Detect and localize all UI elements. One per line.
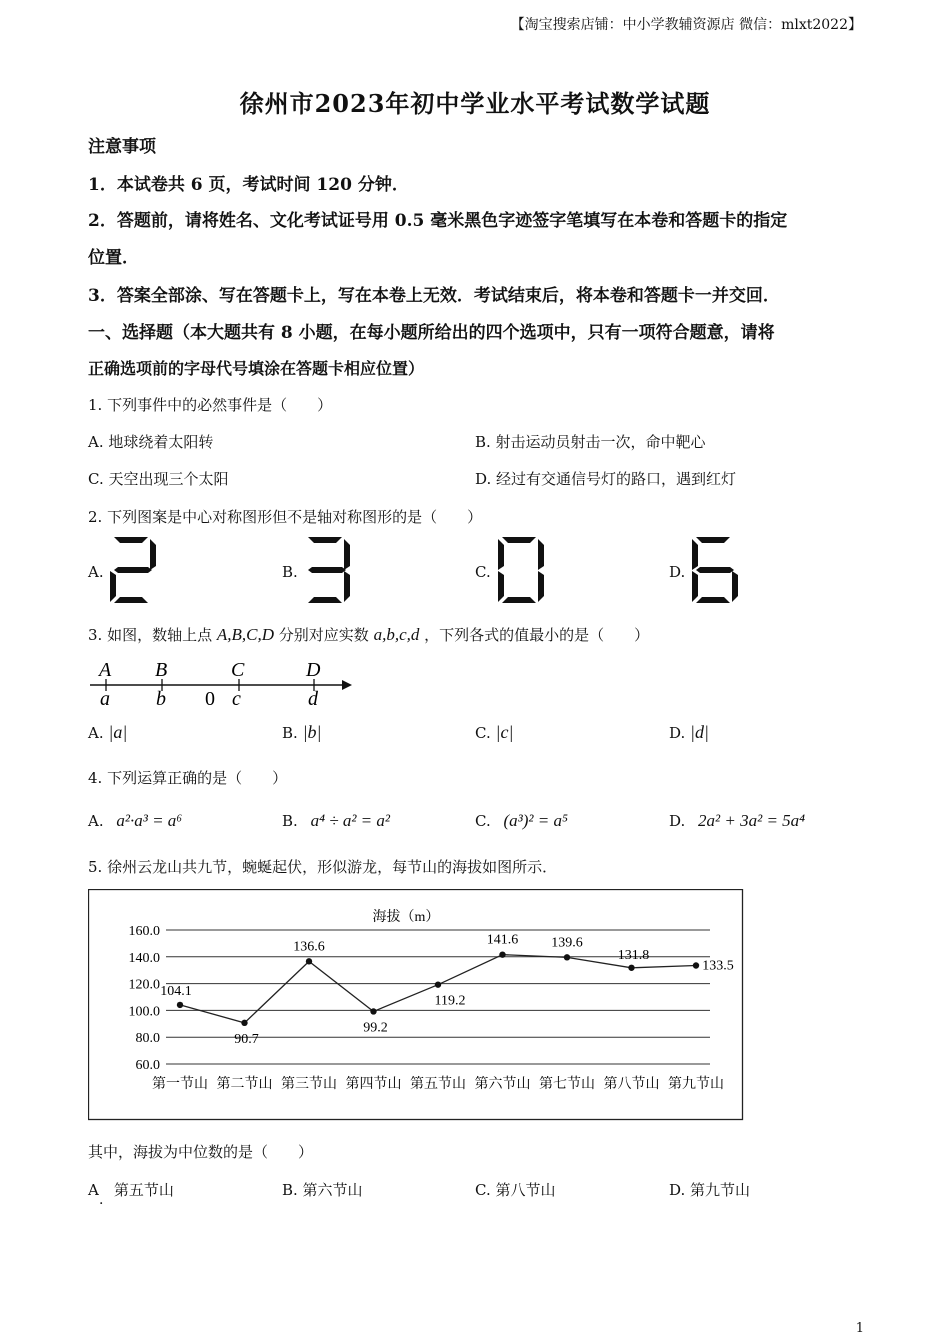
q3-stem [88, 624, 649, 645]
data-label: 99.2 [363, 1020, 388, 1036]
axis-point-C: C [231, 659, 245, 681]
axis-value-a: a [100, 688, 110, 710]
digit-0-figure [496, 533, 546, 607]
page-header: 【淘宝搜索店铺：中小学教辅资源店 微信：mlxt2022】 [510, 17, 862, 33]
section-heading-cont: 正确选项前的字母代号填涂在答题卡相应位置） [88, 359, 425, 378]
page-number: 1 [855, 1321, 864, 1336]
exam-title: 徐州市2023年初中学业水平考试数学试题 [239, 89, 711, 118]
y-tick-label: 160.0 [128, 924, 160, 939]
section-heading: 一、选择题（本大题共有 8 小题，在每小题所给出的四个选项中，只有一项符合题意，请将 [88, 323, 775, 343]
note-2-cont: 位置． [88, 248, 139, 268]
q3-values: a,b,c,d [373, 625, 420, 644]
data-point [370, 1008, 376, 1014]
data-label: 136.6 [293, 939, 325, 955]
number-line [88, 654, 363, 710]
q4-option-a[interactable] [88, 811, 182, 831]
q1-option-b[interactable]: B. 射击运动员射击一次，命中靶心 [475, 433, 706, 451]
stray-dot: · [99, 1196, 104, 1212]
series-line [180, 955, 696, 1023]
x-tick-label: 第二节山 [216, 1077, 273, 1092]
q3-option-b[interactable] [282, 722, 321, 743]
axis-value-c: c [232, 688, 241, 710]
digit-6-figure [690, 533, 740, 607]
axis-zero: 0 [205, 688, 215, 710]
data-label: 104.1 [160, 983, 192, 999]
q1-option-d[interactable]: D. 经过有交通信号灯的路口，遇到红灯 [475, 470, 737, 488]
q4-expr-c: (a³)² = a⁵ [503, 811, 568, 830]
q3-option-d[interactable] [669, 722, 709, 743]
q3-label-c: C. [475, 724, 491, 742]
axis-point-D: D [306, 659, 321, 681]
y-tick-label: 100.0 [128, 1004, 160, 1020]
y-tick-label: 120.0 [128, 977, 160, 993]
q3-option-a[interactable] [88, 722, 127, 743]
x-tick-label: 第六节山 [474, 1077, 531, 1092]
q5-option-d[interactable]: D. 第九节山 [669, 1181, 751, 1199]
q5-option-a[interactable]: A 第五节山 [88, 1181, 174, 1199]
q1-stem: 1. 下列事件中的必然事件是（ ） [88, 396, 333, 414]
chart-title: 海拔（m） [372, 910, 440, 925]
q5-stem: 5. 徐州云龙山共九节，蜿蜒起伏，形似游龙，每节山的海拔如图所示． [88, 858, 558, 876]
data-point [435, 981, 441, 987]
x-tick-label: 第五节山 [410, 1077, 466, 1092]
note-2: 2．答题前，请将姓名、文化考试证号用 0.5 毫米黑色字迹签字笔填写在本卷和答题卡的指定 [88, 211, 788, 231]
x-tick-label: 第四节山 [345, 1077, 402, 1092]
q3-expr-a: |a| [108, 722, 128, 742]
q5-option-c[interactable]: C. 第八节山 [475, 1181, 556, 1199]
q4-option-d[interactable] [669, 811, 805, 831]
q4-label-b: B. [282, 812, 298, 830]
axis-point-B: B [155, 659, 168, 681]
q2-stem: 2. 下列图案是中心对称图形但不是轴对称图形的是（ ） [88, 508, 483, 526]
q4-label-d: D. [669, 812, 686, 830]
q4-stem: 4. 下列运算正确的是（ ） [88, 769, 288, 787]
altitude-line-chart [88, 889, 744, 1121]
q3-stem-mid: 分别对应实数 [278, 626, 369, 644]
data-point [177, 1002, 183, 1008]
q3-stem-pre: 3. 如图，数轴上点 [88, 626, 213, 644]
q3-expr-d: |d| [690, 722, 709, 742]
digit-3-figure [302, 533, 352, 607]
data-point [564, 954, 570, 960]
data-label: 131.8 [617, 947, 650, 963]
q5-option-b[interactable]: B. 第六节山 [282, 1181, 363, 1199]
q5-followup: 其中，海拔为中位数的是（ ） [88, 1143, 314, 1161]
q3-label-b: B. [282, 724, 298, 742]
data-label: 133.5 [702, 958, 734, 974]
axis-point-A: A [99, 659, 112, 681]
q3-expr-b: |b| [302, 722, 322, 742]
y-tick-label: 60.0 [135, 1058, 160, 1073]
q3-label-a: A. [88, 724, 104, 742]
q3-label-d: D. [669, 724, 686, 742]
data-label: 90.7 [234, 1031, 259, 1047]
notes-heading: 注意事项 [88, 137, 156, 157]
q4-expr-b: a⁴ ÷ a² = a² [310, 811, 390, 830]
data-point [306, 958, 312, 964]
data-point [693, 962, 699, 968]
y-tick-label: 140.0 [128, 950, 160, 966]
q2-label-c[interactable]: C. [475, 563, 491, 581]
data-point [499, 951, 505, 957]
x-tick-label: 第八节山 [603, 1077, 660, 1092]
q4-expr-a: a²·a³ = a⁶ [116, 811, 183, 830]
x-tick-label: 第七节山 [539, 1077, 595, 1092]
q4-expr-d: 2a² + 3a² = 5a⁴ [698, 811, 806, 830]
x-tick-label: 第一节山 [152, 1077, 208, 1092]
q1-option-c[interactable]: C. 天空出现三个太阳 [88, 470, 229, 488]
digit-2-figure [108, 533, 158, 607]
data-point [241, 1020, 247, 1026]
q3-expr-c: |c| [495, 722, 514, 742]
data-point [628, 965, 634, 971]
q1-option-a[interactable]: A. 地球绕着太阳转 [88, 433, 214, 451]
x-tick-label: 第九节山 [668, 1077, 724, 1092]
q3-points: A,B,C,D [216, 625, 275, 644]
data-label: 141.6 [486, 932, 519, 948]
q3-stem-post: ，下列各式的值最小的是（ ） [424, 626, 650, 644]
q4-label-a: A. [88, 812, 104, 830]
q4-label-c: C. [475, 812, 491, 830]
q2-label-a[interactable]: A. [88, 563, 104, 581]
q4-option-b[interactable] [282, 811, 390, 831]
axis-value-d: d [308, 688, 318, 710]
x-tick-label: 第三节山 [281, 1077, 337, 1092]
y-tick-label: 80.0 [135, 1031, 160, 1047]
note-1: 1．本试卷共 6 页，考试时间 120 分钟． [88, 175, 409, 195]
axis-value-b: b [156, 688, 166, 710]
q4-option-c[interactable] [475, 811, 568, 831]
data-label: 139.6 [551, 935, 583, 951]
note-3: 3．答案全部涂、写在答题卡上，写在本卷上无效．考试结束后，将本卷和答题卡一并交回． [88, 286, 780, 306]
q2-label-d[interactable]: D. [669, 563, 686, 581]
q2-label-b[interactable]: B. [282, 563, 298, 581]
q3-option-c[interactable] [475, 722, 513, 743]
data-label: 119.2 [434, 993, 466, 1009]
